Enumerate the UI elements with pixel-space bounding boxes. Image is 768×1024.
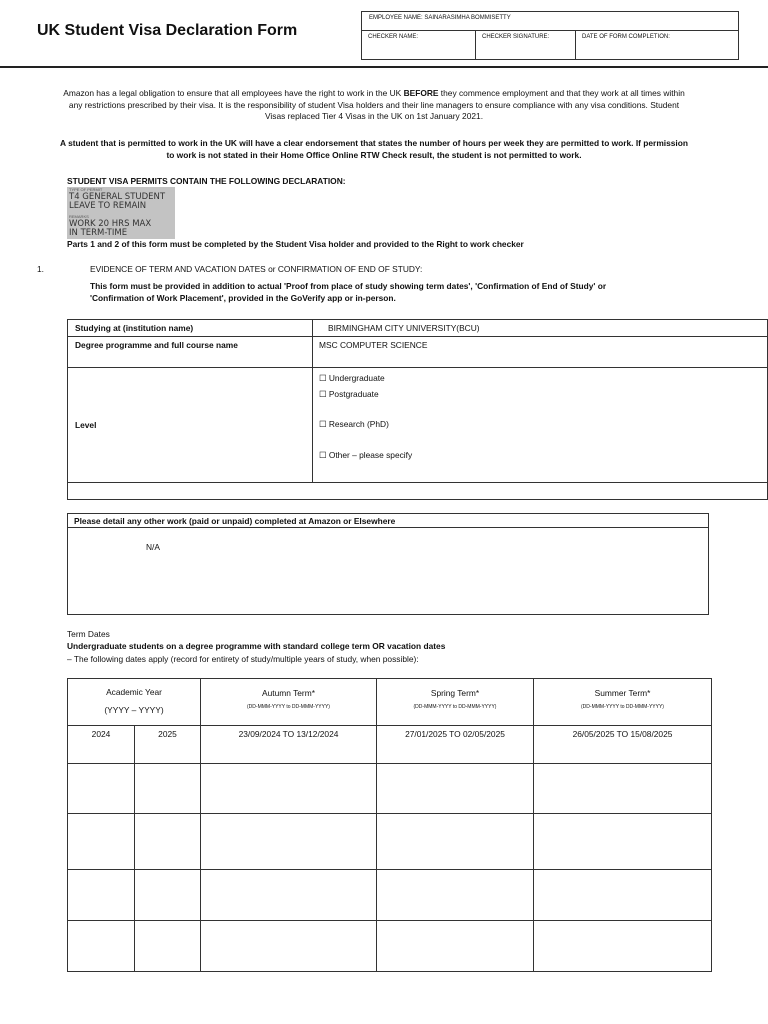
stamp-text-top: [69, 193, 165, 211]
autumn-cell[interactable]: 23/09/2024 TO 13/12/2024: [201, 726, 377, 764]
other-work-value[interactable]: N/A: [146, 542, 160, 552]
summer-cell[interactable]: 26/05/2025 TO 15/08/2025: [534, 726, 712, 764]
endorsement-paragraph: A student that is permitted to work in the UK will have a clear endorsement that states the number of hours per week they are permitted to work. If permission to work is not stated in their Home Office Online RTW Check result, the student is not permitted to work.: [60, 138, 688, 160]
summer-cell[interactable]: [534, 764, 712, 814]
academic-year-header: [68, 679, 201, 726]
level-options: [313, 368, 768, 483]
autumn-cell[interactable]: [201, 814, 377, 870]
stamp-line: LEAVE TO REMAIN: [69, 201, 147, 211]
table-row: [68, 726, 712, 764]
summer-header: [534, 679, 712, 726]
date-format-label: (DD-MMM-YYYY to DD-MMM-YYYY): [581, 704, 664, 710]
study-details-table: [67, 319, 768, 500]
term-dates-heading: Term Dates: [67, 629, 110, 639]
level-label: Level: [68, 368, 313, 483]
year-start-cell[interactable]: [68, 814, 135, 870]
form-title: UK Student Visa Declaration Form: [37, 22, 298, 39]
table-row: [68, 764, 712, 814]
checker-name-field[interactable]: CHECKER NAME:: [362, 31, 476, 60]
year-start-cell[interactable]: [68, 921, 135, 972]
checker-signature-field[interactable]: CHECKER SIGNATURE:: [476, 31, 576, 60]
section-heading: EVIDENCE OF TERM AND VACATION DATES or CONFIRMATION OF END OF STUDY:: [90, 264, 423, 274]
stamp-label: TYPE OF PERMIT: [69, 187, 103, 192]
spring-cell[interactable]: 27/01/2025 TO 02/05/2025: [377, 726, 534, 764]
summer-cell[interactable]: [534, 870, 712, 921]
level-other-input[interactable]: [68, 483, 768, 500]
level-option-undergraduate[interactable]: ☐ Undergraduate: [319, 373, 385, 383]
section-number: 1.: [37, 264, 44, 274]
degree-label: Degree programme and full course name: [68, 337, 313, 368]
autumn-header: [201, 679, 377, 726]
spring-cell[interactable]: [377, 764, 534, 814]
date-format-label: (DD-MMM-YYYY to DD-MMM-YYYY): [413, 704, 497, 710]
year-start-cell[interactable]: [68, 764, 135, 814]
term-dates-table: [67, 678, 712, 972]
table-row: [68, 814, 712, 870]
stamp-line: WORK 20 HRS MAX: [69, 219, 152, 229]
autumn-label: Autumn Term*: [262, 688, 315, 698]
year-end-cell[interactable]: [135, 764, 201, 814]
autumn-cell[interactable]: [201, 764, 377, 814]
institution-value[interactable]: BIRMINGHAM CITY UNIVERSITY(BCU): [313, 320, 768, 337]
autumn-cell[interactable]: [201, 870, 377, 921]
institution-label: Studying at (institution name): [68, 320, 313, 337]
spring-header: [377, 679, 534, 726]
year-end-cell[interactable]: [135, 921, 201, 972]
year-end-cell[interactable]: [135, 814, 201, 870]
year-start-cell[interactable]: [68, 870, 135, 921]
intro-paragraph: [60, 88, 688, 123]
stamp-text-bottom: [69, 220, 151, 238]
table-row: [68, 870, 712, 921]
level-option-other[interactable]: ☐ Other – please specify: [319, 450, 413, 460]
level-option-postgraduate[interactable]: ☐ Postgraduate: [319, 389, 379, 399]
spring-cell[interactable]: [377, 870, 534, 921]
level-option-research[interactable]: ☐ Research (PhD): [319, 419, 389, 429]
intro-text-bold: BEFORE: [403, 88, 439, 98]
academic-year-label: Academic Year: [106, 687, 162, 697]
stamp-label: REMARKS: [69, 214, 89, 219]
header-divider: [0, 66, 768, 68]
summer-label: Summer Term*: [594, 688, 651, 698]
section-instructions: This form must be provided in addition to actual 'Proof from place of study showing term dates', 'Confirmation of End of Study' or 'Confirmation of Work Placement', provided in the GoVerify app or in-person.: [90, 281, 607, 303]
stamp-line: IN TERM-TIME: [69, 228, 128, 238]
autumn-cell[interactable]: [201, 921, 377, 972]
stamp-line: T4 GENERAL STUDENT: [69, 192, 166, 202]
term-dates-note: – The following dates apply (record for entirety of study/multiple years of study, when possible):: [67, 654, 419, 664]
parts-note: Parts 1 and 2 of this form must be completed by the Student Visa holder and provided to the Right to work checker: [67, 239, 524, 249]
degree-value[interactable]: MSC COMPUTER SCIENCE: [313, 337, 768, 368]
employee-name-field[interactable]: EMPLOYEE NAME: SAINARASIMHA BOMMISETTY: [362, 12, 738, 31]
summer-cell[interactable]: [534, 814, 712, 870]
term-dates-subheading: Undergraduate students on a degree programme with standard college term OR vacation dates: [67, 641, 446, 651]
year-end-cell[interactable]: [135, 870, 201, 921]
declaration-heading: STUDENT VISA PERMITS CONTAIN THE FOLLOWING DECLARATION:: [67, 176, 346, 186]
visa-endorsement-image: [67, 187, 175, 239]
academic-year-format: (YYYY – YYYY): [104, 705, 164, 715]
other-work-heading: Please detail any other work (paid or unpaid) completed at Amazon or Elsewhere: [68, 514, 708, 528]
intro-text-a: Amazon has a legal obligation to ensure that all employees have the right to work in the UK: [63, 88, 404, 98]
intro-text-b: they commence employment and that they work at all times within any restrictions prescribed by their visa. It is the responsibility of student Visa holders and their line managers to ensure compliance with any visa conditions. Student Visas replaced Tier 4 Visas in the UK on 1st January 2021.: [68, 88, 685, 121]
other-work-box: [67, 513, 709, 615]
date-format-label: (DD-MMM-YYYY to DD-MMM-YYYY): [247, 704, 330, 710]
spring-cell[interactable]: [377, 921, 534, 972]
spring-cell[interactable]: [377, 814, 534, 870]
spring-label: Spring Term*: [430, 688, 480, 698]
summer-cell[interactable]: [534, 921, 712, 972]
date-completion-field[interactable]: DATE OF FORM COMPLETION:: [582, 34, 670, 40]
year-end-cell[interactable]: 2025: [135, 726, 201, 764]
year-start-cell[interactable]: 2024: [68, 726, 135, 764]
header-info-box: [361, 11, 739, 60]
table-row: [68, 921, 712, 972]
